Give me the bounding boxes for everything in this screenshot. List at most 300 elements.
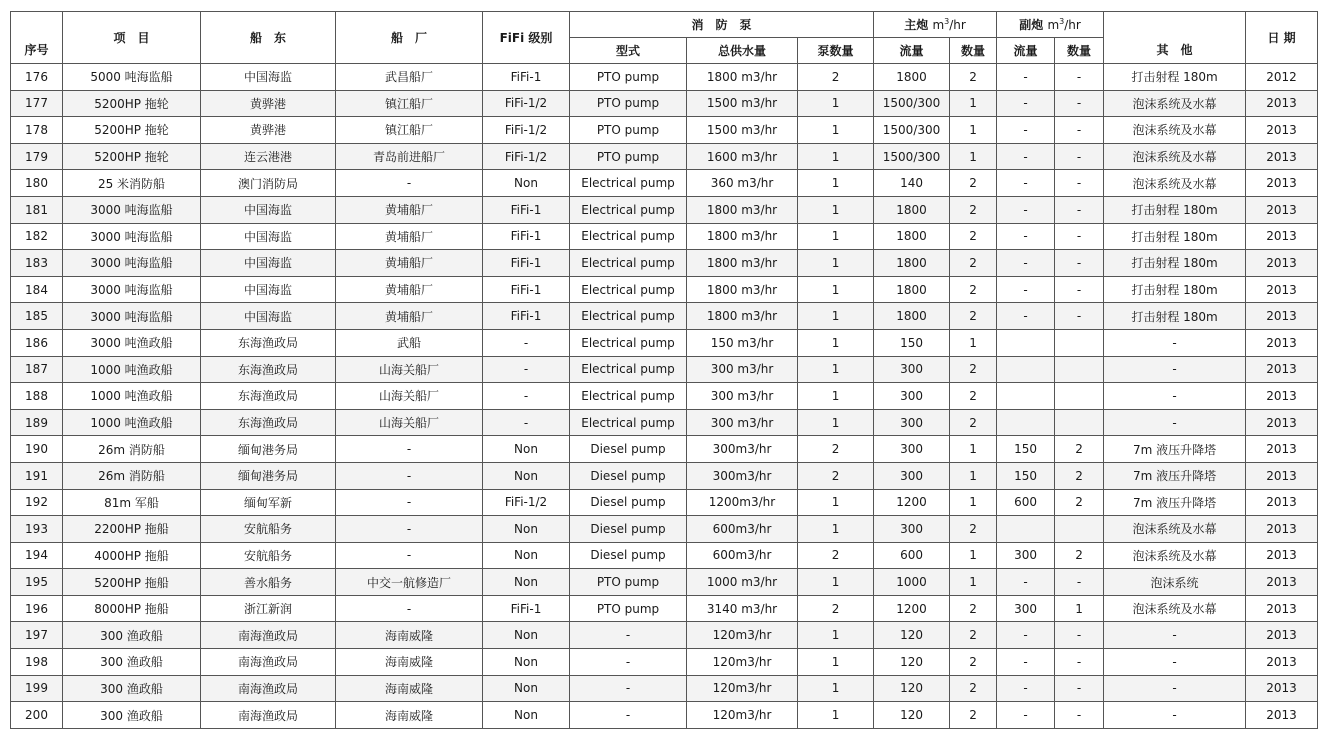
cell-pump-type: Diesel pump (570, 462, 687, 489)
cell-main-flow: 1800 (874, 250, 950, 277)
cell-other: 泡沫系统及水幕 (1104, 542, 1246, 569)
cell-main-flow: 120 (874, 649, 950, 676)
cell-main-quantity: 1 (950, 143, 997, 170)
cell-shipyard: 镇江船厂 (336, 90, 483, 117)
cell-seq: 189 (11, 409, 63, 436)
fifi-reference-table (10, 11, 1318, 729)
cell-aux-flow: - (997, 675, 1055, 702)
cell-item: 3000 吨海监船 (63, 303, 201, 330)
header-main-flow: 流量 (874, 38, 950, 64)
cell-seq: 196 (11, 595, 63, 622)
table-header (11, 12, 1318, 64)
cell-shipyard: - (336, 436, 483, 463)
cell-main-quantity: 2 (950, 196, 997, 223)
main-monitor-unit: $m^3/hr$ (932, 17, 966, 32)
cell-seq: 180 (11, 170, 63, 197)
cell-aux-flow (997, 383, 1055, 410)
cell-aux-flow: 600 (997, 489, 1055, 516)
cell-owner: 中国海监 (201, 64, 336, 91)
cell-pump-type: Electrical pump (570, 250, 687, 277)
cell-aux-quantity: - (1055, 196, 1104, 223)
cell-main-flow: 1500/300 (874, 143, 950, 170)
cell-pump-total-flow: 1600 m3/hr (687, 143, 798, 170)
cell-pump-quantity: 1 (798, 675, 874, 702)
cell-main-quantity: 1 (950, 329, 997, 356)
cell-aux-quantity: - (1055, 276, 1104, 303)
cell-item: 300 渔政船 (63, 649, 201, 676)
header-seq: 序号 (11, 12, 63, 64)
cell-aux-flow (997, 409, 1055, 436)
cell-aux-quantity: - (1055, 622, 1104, 649)
cell-date: 2013 (1246, 462, 1318, 489)
cell-seq: 184 (11, 276, 63, 303)
cell-aux-quantity: - (1055, 649, 1104, 676)
cell-item: 5000 吨海监船 (63, 64, 201, 91)
cell-pump-quantity: 1 (798, 117, 874, 144)
header-main-quantity: 数量 (950, 38, 997, 64)
cell-owner: 中国海监 (201, 250, 336, 277)
cell-pump-total-flow: 120m3/hr (687, 622, 798, 649)
cell-pump-quantity: 1 (798, 143, 874, 170)
cell-date: 2013 (1246, 250, 1318, 277)
cell-pump-type: - (570, 649, 687, 676)
cell-aux-quantity: 2 (1055, 436, 1104, 463)
header-main-monitor-group (874, 12, 997, 38)
cell-item: 5200HP 拖轮 (63, 90, 201, 117)
cell-other: 打击射程 180m (1104, 250, 1246, 277)
cell-main-quantity: 2 (950, 595, 997, 622)
header-item: 项 目 (63, 12, 201, 64)
cell-date: 2013 (1246, 223, 1318, 250)
cell-seq: 176 (11, 64, 63, 91)
cell-pump-quantity: 1 (798, 649, 874, 676)
cell-main-flow: 1800 (874, 223, 950, 250)
cell-shipyard: - (336, 489, 483, 516)
cell-pump-quantity: 1 (798, 250, 874, 277)
cell-pump-quantity: 2 (798, 462, 874, 489)
cell-aux-quantity: - (1055, 675, 1104, 702)
cell-shipyard: 武船 (336, 329, 483, 356)
cell-item: 8000HP 拖船 (63, 595, 201, 622)
header-pump-type: 型式 (570, 38, 687, 64)
cell-main-flow: 1500/300 (874, 117, 950, 144)
cell-other: - (1104, 649, 1246, 676)
cell-pump-total-flow: 120m3/hr (687, 675, 798, 702)
cell-main-flow: 300 (874, 409, 950, 436)
cell-pump-quantity: 1 (798, 489, 874, 516)
cell-other: 打击射程 180m (1104, 303, 1246, 330)
header-fire-pump-group: 消 防 泵 (570, 12, 874, 38)
cell-item: 5200HP 拖轮 (63, 143, 201, 170)
cell-shipyard: 海南威隆 (336, 622, 483, 649)
main-monitor-label: 主炮 (904, 18, 929, 32)
cell-pump-total-flow: 360 m3/hr (687, 170, 798, 197)
cell-pump-quantity: 1 (798, 329, 874, 356)
header-pump-quantity: 泵数量 (798, 38, 874, 64)
cell-owner: 南海渔政局 (201, 702, 336, 729)
table-row (11, 303, 1318, 330)
cell-date: 2013 (1246, 675, 1318, 702)
cell-seq: 195 (11, 569, 63, 596)
cell-item: 3000 吨渔政船 (63, 329, 201, 356)
cell-main-quantity: 2 (950, 356, 997, 383)
cell-main-flow: 300 (874, 516, 950, 543)
cell-item: 3000 吨海监船 (63, 196, 201, 223)
cell-owner: 黄骅港 (201, 117, 336, 144)
table-row (11, 170, 1318, 197)
cell-shipyard: - (336, 462, 483, 489)
cell-aux-quantity: 1 (1055, 595, 1104, 622)
cell-pump-total-flow: 1800 m3/hr (687, 196, 798, 223)
cell-owner: 浙江新润 (201, 595, 336, 622)
cell-pump-quantity: 1 (798, 702, 874, 729)
cell-fifi-class: Non (483, 622, 570, 649)
table-row (11, 542, 1318, 569)
cell-pump-total-flow: 1800 m3/hr (687, 223, 798, 250)
cell-fifi-class: Non (483, 436, 570, 463)
cell-aux-flow: - (997, 90, 1055, 117)
cell-shipyard: 海南威隆 (336, 675, 483, 702)
cell-seq: 190 (11, 436, 63, 463)
cell-fifi-class: Non (483, 542, 570, 569)
cell-owner: 东海渔政局 (201, 356, 336, 383)
aux-monitor-label: 副炮 (1019, 18, 1044, 32)
cell-shipyard: 黄埔船厂 (336, 303, 483, 330)
cell-aux-quantity: 2 (1055, 542, 1104, 569)
cell-fifi-class: FiFi-1 (483, 64, 570, 91)
cell-owner: 中国海监 (201, 196, 336, 223)
table-row (11, 383, 1318, 410)
cell-pump-quantity: 1 (798, 356, 874, 383)
cell-shipyard: 镇江船厂 (336, 117, 483, 144)
cell-seq: 178 (11, 117, 63, 144)
cell-pump-total-flow: 1800 m3/hr (687, 64, 798, 91)
cell-aux-quantity: - (1055, 117, 1104, 144)
cell-owner: 缅甸港务局 (201, 436, 336, 463)
cell-item: 2200HP 拖船 (63, 516, 201, 543)
cell-pump-type: PTO pump (570, 595, 687, 622)
cell-aux-flow: - (997, 276, 1055, 303)
cell-main-flow: 300 (874, 436, 950, 463)
cell-fifi-class: - (483, 356, 570, 383)
cell-pump-total-flow: 150 m3/hr (687, 329, 798, 356)
cell-shipyard: - (336, 170, 483, 197)
cell-main-flow: 1800 (874, 64, 950, 91)
cell-date: 2013 (1246, 383, 1318, 410)
cell-item: 1000 吨渔政船 (63, 409, 201, 436)
cell-item: 26m 消防船 (63, 436, 201, 463)
cell-date: 2013 (1246, 516, 1318, 543)
cell-main-flow: 120 (874, 622, 950, 649)
cell-main-quantity: 2 (950, 303, 997, 330)
cell-main-flow: 1000 (874, 569, 950, 596)
table-row (11, 276, 1318, 303)
header-fifi-class: FiFi 级别 (483, 12, 570, 64)
cell-pump-type: - (570, 622, 687, 649)
cell-pump-type: Diesel pump (570, 489, 687, 516)
cell-other: 打击射程 180m (1104, 223, 1246, 250)
cell-date: 2013 (1246, 143, 1318, 170)
header-aux-flow: 流量 (997, 38, 1055, 64)
header-date: 日 期 (1246, 12, 1318, 64)
cell-date: 2013 (1246, 170, 1318, 197)
cell-main-flow: 1800 (874, 276, 950, 303)
cell-pump-quantity: 1 (798, 516, 874, 543)
table-row (11, 489, 1318, 516)
cell-shipyard: - (336, 595, 483, 622)
cell-seq: 181 (11, 196, 63, 223)
cell-other: 泡沫系统及水幕 (1104, 170, 1246, 197)
cell-fifi-class: Non (483, 649, 570, 676)
cell-main-quantity: 2 (950, 675, 997, 702)
cell-item: 26m 消防船 (63, 462, 201, 489)
cell-pump-quantity: 1 (798, 223, 874, 250)
table-row (11, 569, 1318, 596)
cell-shipyard: 青岛前进船厂 (336, 143, 483, 170)
cell-other: - (1104, 356, 1246, 383)
cell-shipyard: 黄埔船厂 (336, 196, 483, 223)
cell-item: 3000 吨海监船 (63, 250, 201, 277)
cell-pump-type: Electrical pump (570, 196, 687, 223)
table-row (11, 649, 1318, 676)
table-row (11, 196, 1318, 223)
cell-shipyard: 黄埔船厂 (336, 276, 483, 303)
cell-owner: 安航船务 (201, 516, 336, 543)
header-pump-total-flow: 总供水量 (687, 38, 798, 64)
cell-owner: 缅甸军新 (201, 489, 336, 516)
cell-main-quantity: 2 (950, 409, 997, 436)
cell-date: 2013 (1246, 117, 1318, 144)
cell-main-flow: 600 (874, 542, 950, 569)
cell-pump-quantity: 2 (798, 436, 874, 463)
table-row (11, 462, 1318, 489)
cell-pump-total-flow: 1800 m3/hr (687, 276, 798, 303)
cell-pump-total-flow: 1000 m3/hr (687, 569, 798, 596)
header-other: 其 他 (1104, 12, 1246, 64)
cell-seq: 187 (11, 356, 63, 383)
cell-fifi-class: FiFi-1 (483, 250, 570, 277)
cell-date: 2013 (1246, 90, 1318, 117)
cell-owner: 中国海监 (201, 303, 336, 330)
cell-pump-total-flow: 300 m3/hr (687, 356, 798, 383)
cell-main-quantity: 2 (950, 622, 997, 649)
table-row (11, 516, 1318, 543)
cell-seq: 192 (11, 489, 63, 516)
cell-other: 泡沫系统及水幕 (1104, 117, 1246, 144)
cell-pump-type: Electrical pump (570, 356, 687, 383)
cell-main-quantity: 2 (950, 170, 997, 197)
cell-item: 1000 吨渔政船 (63, 383, 201, 410)
cell-item: 25 米消防船 (63, 170, 201, 197)
cell-date: 2013 (1246, 595, 1318, 622)
cell-date: 2013 (1246, 542, 1318, 569)
cell-fifi-class: FiFi-1/2 (483, 117, 570, 144)
cell-owner: 东海渔政局 (201, 383, 336, 410)
cell-pump-type: PTO pump (570, 64, 687, 91)
cell-aux-quantity: - (1055, 223, 1104, 250)
cell-aux-flow: - (997, 196, 1055, 223)
cell-main-quantity: 2 (950, 649, 997, 676)
cell-pump-type: - (570, 675, 687, 702)
cell-seq: 185 (11, 303, 63, 330)
cell-aux-flow: 150 (997, 436, 1055, 463)
cell-aux-flow (997, 516, 1055, 543)
cell-other: 泡沫系统及水幕 (1104, 516, 1246, 543)
cell-fifi-class: FiFi-1/2 (483, 90, 570, 117)
cell-pump-total-flow: 1500 m3/hr (687, 117, 798, 144)
cell-date: 2013 (1246, 622, 1318, 649)
cell-main-quantity: 1 (950, 569, 997, 596)
cell-aux-flow (997, 329, 1055, 356)
cell-pump-type: Diesel pump (570, 516, 687, 543)
cell-item: 5200HP 拖轮 (63, 117, 201, 144)
cell-owner: 善水船务 (201, 569, 336, 596)
cell-pump-quantity: 1 (798, 170, 874, 197)
cell-aux-quantity: 2 (1055, 462, 1104, 489)
cell-item: 81m 军船 (63, 489, 201, 516)
cell-other: 打击射程 180m (1104, 276, 1246, 303)
cell-fifi-class: Non (483, 569, 570, 596)
cell-pump-type: PTO pump (570, 117, 687, 144)
cell-aux-quantity: - (1055, 90, 1104, 117)
header-owner: 船 东 (201, 12, 336, 64)
cell-aux-flow: - (997, 702, 1055, 729)
cell-other: 7m 液压升降塔 (1104, 462, 1246, 489)
cell-other: - (1104, 383, 1246, 410)
cell-owner: 连云港港 (201, 143, 336, 170)
cell-pump-total-flow: 300 m3/hr (687, 409, 798, 436)
cell-other: - (1104, 622, 1246, 649)
cell-seq: 197 (11, 622, 63, 649)
cell-main-flow: 1200 (874, 489, 950, 516)
cell-aux-quantity: - (1055, 250, 1104, 277)
cell-pump-quantity: 2 (798, 64, 874, 91)
cell-pump-type: Electrical pump (570, 170, 687, 197)
cell-main-quantity: 2 (950, 276, 997, 303)
cell-seq: 177 (11, 90, 63, 117)
cell-pump-total-flow: 120m3/hr (687, 649, 798, 676)
cell-other: 泡沫系统及水幕 (1104, 595, 1246, 622)
table-row (11, 595, 1318, 622)
cell-aux-quantity: 2 (1055, 489, 1104, 516)
cell-other: 7m 液压升降塔 (1104, 436, 1246, 463)
cell-pump-quantity: 2 (798, 542, 874, 569)
table-row (11, 356, 1318, 383)
cell-item: 3000 吨海监船 (63, 276, 201, 303)
cell-pump-quantity: 1 (798, 276, 874, 303)
cell-main-quantity: 2 (950, 223, 997, 250)
cell-date: 2013 (1246, 196, 1318, 223)
cell-owner: 东海渔政局 (201, 409, 336, 436)
cell-aux-quantity: - (1055, 569, 1104, 596)
cell-pump-total-flow: 600m3/hr (687, 542, 798, 569)
cell-item: 300 渔政船 (63, 675, 201, 702)
cell-pump-quantity: 2 (798, 595, 874, 622)
cell-shipyard: 山海关船厂 (336, 409, 483, 436)
cell-aux-flow: - (997, 64, 1055, 91)
cell-pump-type: Electrical pump (570, 303, 687, 330)
cell-aux-quantity (1055, 356, 1104, 383)
header-aux-quantity: 数量 (1055, 38, 1104, 64)
cell-pump-type: PTO pump (570, 569, 687, 596)
cell-main-quantity: 2 (950, 516, 997, 543)
cell-main-flow: 300 (874, 356, 950, 383)
cell-item: 5200HP 拖船 (63, 569, 201, 596)
cell-item: 300 渔政船 (63, 702, 201, 729)
cell-fifi-class: Non (483, 675, 570, 702)
table-row (11, 64, 1318, 91)
cell-other: 泡沫系统 (1104, 569, 1246, 596)
cell-date: 2013 (1246, 649, 1318, 676)
cell-other: - (1104, 409, 1246, 436)
cell-aux-flow: - (997, 622, 1055, 649)
cell-owner: 东海渔政局 (201, 329, 336, 356)
cell-shipyard: - (336, 542, 483, 569)
cell-seq: 199 (11, 675, 63, 702)
cell-other: - (1104, 702, 1246, 729)
cell-item: 1000 吨渔政船 (63, 356, 201, 383)
cell-fifi-class: Non (483, 702, 570, 729)
cell-seq: 188 (11, 383, 63, 410)
cell-date: 2013 (1246, 569, 1318, 596)
cell-main-flow: 1500/300 (874, 90, 950, 117)
cell-aux-flow: - (997, 170, 1055, 197)
cell-pump-quantity: 1 (798, 569, 874, 596)
cell-main-quantity: 2 (950, 64, 997, 91)
cell-aux-flow: - (997, 649, 1055, 676)
cell-date: 2013 (1246, 409, 1318, 436)
cell-other: 打击射程 180m (1104, 64, 1246, 91)
cell-date: 2013 (1246, 276, 1318, 303)
cell-shipyard: 山海关船厂 (336, 356, 483, 383)
cell-main-flow: 1800 (874, 196, 950, 223)
cell-owner: 中国海监 (201, 223, 336, 250)
cell-main-flow: 140 (874, 170, 950, 197)
cell-other: - (1104, 329, 1246, 356)
table-row (11, 117, 1318, 144)
cell-date: 2013 (1246, 702, 1318, 729)
cell-seq: 182 (11, 223, 63, 250)
cell-main-quantity: 1 (950, 90, 997, 117)
cell-aux-quantity: - (1055, 64, 1104, 91)
cell-aux-quantity: - (1055, 170, 1104, 197)
cell-pump-total-flow: 1800 m3/hr (687, 303, 798, 330)
cell-fifi-class: - (483, 329, 570, 356)
cell-seq: 194 (11, 542, 63, 569)
cell-fifi-class: FiFi-1/2 (483, 489, 570, 516)
cell-pump-total-flow: 1200m3/hr (687, 489, 798, 516)
cell-pump-type: Electrical pump (570, 383, 687, 410)
cell-fifi-class: - (483, 383, 570, 410)
cell-pump-type: Electrical pump (570, 276, 687, 303)
cell-pump-type: Electrical pump (570, 329, 687, 356)
table-row (11, 622, 1318, 649)
cell-main-flow: 300 (874, 462, 950, 489)
cell-main-flow: 1800 (874, 303, 950, 330)
cell-aux-quantity (1055, 383, 1104, 410)
cell-pump-type: Electrical pump (570, 409, 687, 436)
cell-pump-quantity: 1 (798, 303, 874, 330)
cell-aux-quantity: - (1055, 143, 1104, 170)
cell-fifi-class: FiFi-1 (483, 196, 570, 223)
cell-item: 3000 吨海监船 (63, 223, 201, 250)
cell-pump-quantity: 1 (798, 196, 874, 223)
cell-pump-total-flow: 1500 m3/hr (687, 90, 798, 117)
cell-fifi-class: FiFi-1 (483, 276, 570, 303)
cell-aux-flow: 300 (997, 595, 1055, 622)
table-row (11, 223, 1318, 250)
header-aux-monitor-group (997, 12, 1104, 38)
